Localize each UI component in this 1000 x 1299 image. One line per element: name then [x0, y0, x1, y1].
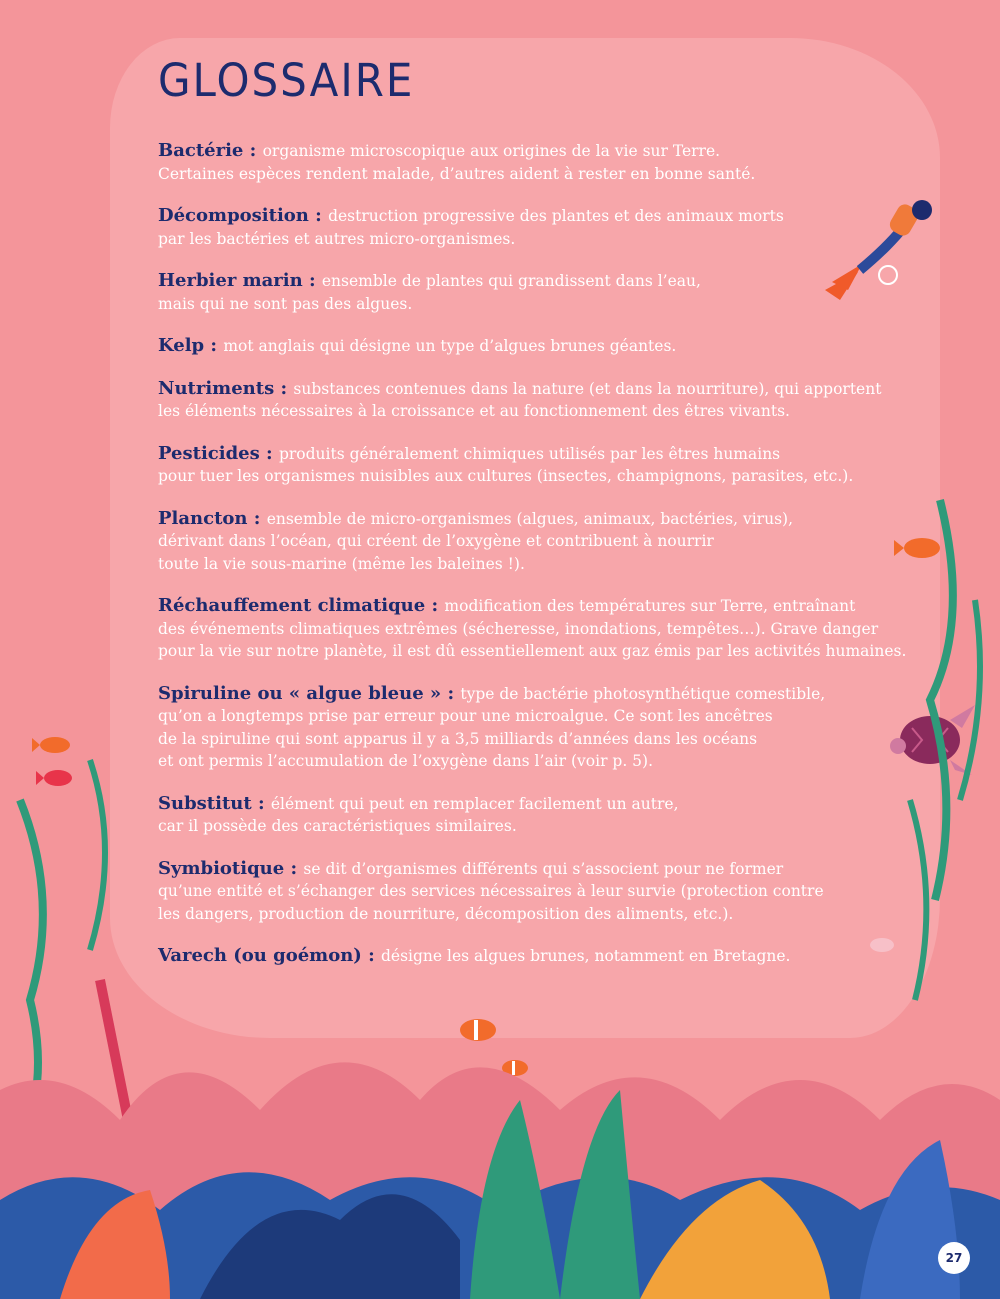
entry-line	[158, 858, 948, 881]
glossary-definition: pour la vie sur notre planète, il est dû essentiellement aux gaz émis par les activités humaines.	[158, 642, 907, 660]
glossary-entry	[158, 378, 948, 423]
entry-line	[158, 205, 948, 228]
term-colon: :	[284, 857, 304, 879]
glossary-list	[158, 140, 948, 988]
glossary-entry	[158, 595, 948, 663]
glossary-entry	[158, 205, 948, 250]
glossary-definition: modification des températures sur Terre, entraînant	[444, 597, 856, 615]
term-colon: :	[425, 595, 445, 616]
glossary-definition: se dit d’organismes différents qui s’associent pour ne former	[303, 859, 784, 878]
term-colon: :	[243, 140, 263, 161]
glossary-definition: et ont permis l’accumulation de l’oxygène dans l’air (voir p. 5).	[158, 752, 654, 770]
glossary-entry	[158, 140, 948, 185]
glossary-term: Substitut	[158, 792, 252, 814]
glossary-definition: qu’une entité et s’échanger des services nécessaires à leur survie (protection contre	[158, 882, 824, 900]
glossary-entry	[158, 858, 948, 926]
entry-line	[158, 270, 948, 293]
glossary-term: Varech (ou goémon)	[158, 945, 362, 966]
glossary-definition: les éléments nécessaires à la croissance et au fonctionnement des êtres vivants.	[158, 402, 790, 420]
glossary-entry	[158, 508, 948, 576]
glossary-term: Kelp	[158, 335, 205, 356]
term-colon: :	[441, 682, 461, 704]
glossary-term: Bactérie	[158, 140, 244, 161]
entry-line	[158, 335, 948, 358]
glossary-term: Décomposition	[158, 205, 309, 226]
glossary-definition: pour tuer les organismes nuisibles aux cultures (insectes, champignons, parasites, etc.).	[158, 467, 854, 485]
glossary-entry	[158, 335, 948, 358]
term-colon: :	[247, 507, 267, 529]
glossary-definition: les dangers, production de nourriture, décomposition des aliments, etc.).	[158, 904, 734, 923]
glossary-definition: organisme microscopique aux origines de la vie sur Terre.	[262, 142, 721, 160]
glossary-definition: dérivant dans l’océan, qui créent de l’oxygène et contribuent à nourrir	[158, 532, 714, 550]
glossary-term: Nutriments	[158, 377, 275, 399]
glossary-definition: type de bactérie photosynthétique comestible,	[460, 684, 826, 703]
term-colon: :	[308, 205, 329, 226]
term-colon: :	[204, 335, 224, 356]
entry-line	[158, 683, 948, 706]
glossary-definition: ensemble de plantes qui grandissent dans l’eau,	[321, 272, 701, 290]
fish-icon	[36, 770, 72, 786]
glossary-entry	[158, 270, 948, 315]
glossary-entry	[158, 443, 948, 488]
glossary-term: Pesticides	[158, 442, 260, 464]
entry-line	[158, 140, 948, 163]
glossary-term: Herbier marin	[158, 270, 303, 291]
glossary-definition: substances contenues dans la nature (et dans la nourriture), qui apportent	[293, 379, 882, 398]
glossary-term: Réchauffement climatique	[158, 595, 426, 616]
entry-line	[158, 945, 948, 968]
glossary-definition: de la spiruline qui sont apparus il y a 3,5 milliards d’années dans les océans	[158, 729, 758, 748]
term-colon: :	[302, 270, 322, 291]
glossary-definition: qu’on a longtemps prise par erreur pour une microalgue. Ce sont les ancêtres	[158, 707, 773, 725]
glossary-definition: par les bactéries et autres micro-organismes.	[158, 229, 516, 248]
glossary-definition: produits généralement chimiques utilisés par les êtres humains	[278, 444, 781, 463]
glossary-definition: élément qui peut en remplacer facilement un autre,	[270, 794, 679, 813]
term-colon: :	[251, 792, 271, 814]
entry-line	[158, 793, 948, 816]
term-colon: :	[259, 442, 279, 464]
term-colon: :	[361, 945, 381, 966]
glossary-definition: car il possède des caractéristiques similaires.	[158, 817, 517, 835]
glossary-definition: des événements climatiques extrêmes (sécheresse, inondations, tempêtes…). Grave danger	[158, 619, 879, 638]
glossary-definition: ensemble de micro-organismes (algues, animaux, bactéries, virus),	[266, 509, 793, 528]
glossary-definition: toute la vie sous-marine (même les baleines !).	[158, 554, 525, 573]
glossary-definition: désigne les algues brunes, notamment en Bretagne.	[381, 947, 791, 965]
page-number: 27	[938, 1242, 970, 1274]
entry-line	[158, 443, 948, 466]
fish-icon	[32, 737, 70, 753]
entry-line	[158, 508, 948, 531]
glossary-definition: Certaines espèces rendent malade, d’autres aident à rester en bonne santé.	[158, 164, 756, 183]
glossary-definition: mais qui ne sont pas des algues.	[158, 294, 413, 313]
glossary-entry	[158, 793, 948, 838]
glossary-entry	[158, 683, 948, 773]
entry-line	[158, 378, 948, 401]
term-colon: :	[274, 377, 294, 399]
glossary-definition: mot anglais qui désigne un type d’algues brunes géantes.	[223, 337, 677, 355]
glossary-term: Plancton	[158, 507, 248, 529]
glossary-entry	[158, 945, 948, 968]
glossary-term: Spiruline ou « algue bleue »	[158, 682, 442, 704]
page-title: GLOSSAIRE	[158, 54, 415, 107]
glossary-term: Symbiotique	[158, 857, 285, 879]
glossary-definition: destruction progressive des plantes et des animaux morts	[328, 207, 784, 225]
entry-line	[158, 595, 948, 618]
